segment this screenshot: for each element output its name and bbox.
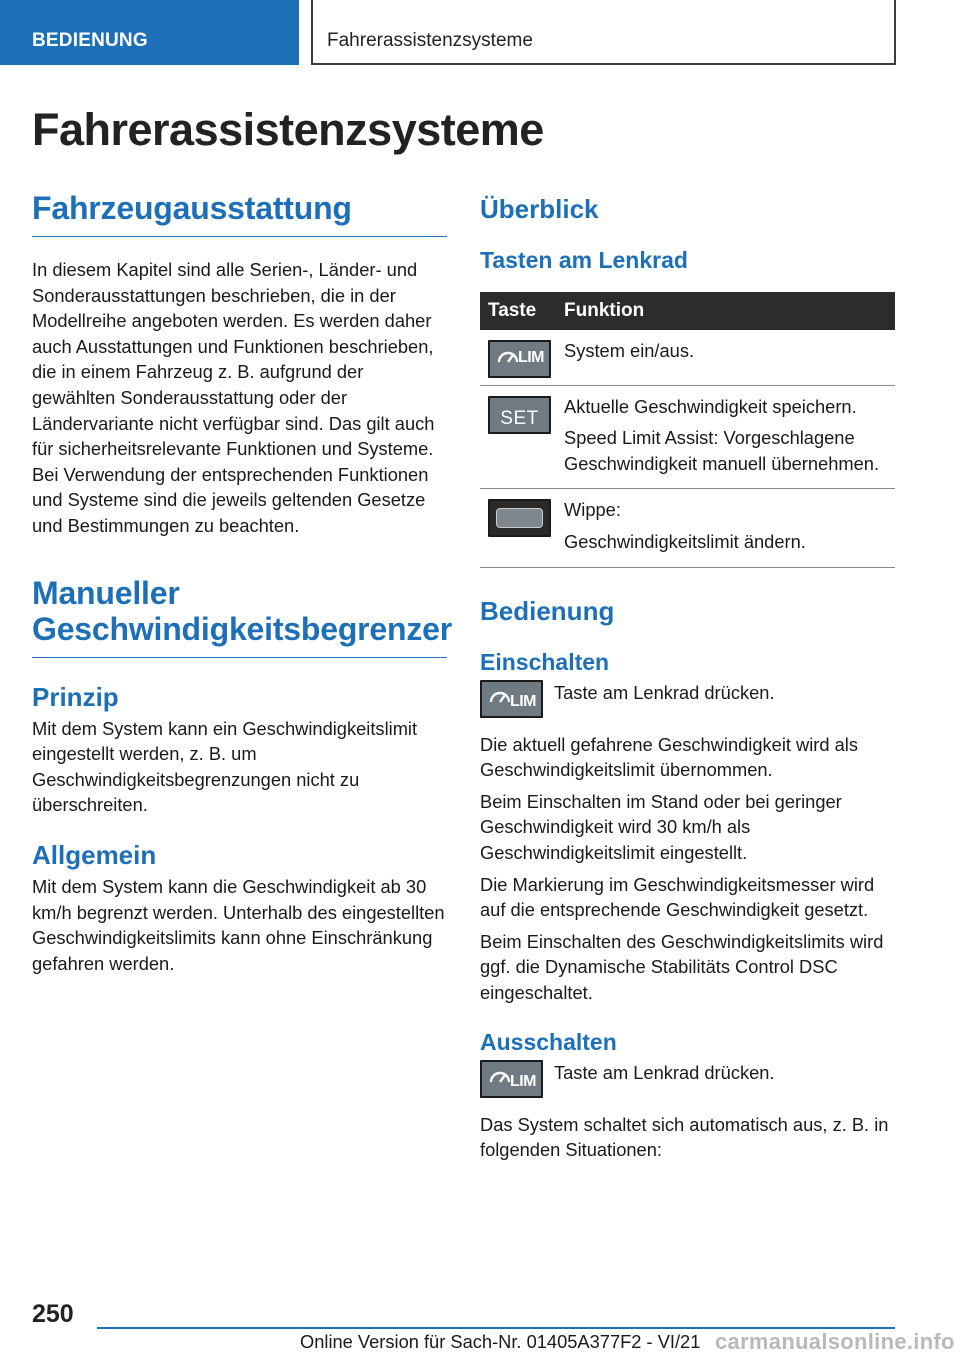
instruction-text: Taste am Lenkrad drücken. [554, 1061, 775, 1083]
table-cell-text: System ein/aus. [564, 340, 695, 361]
heading-allgemein: Allgemein [32, 839, 157, 870]
lim-label: LIM [509, 1072, 536, 1090]
body-text: Die Markierung im Geschwindigkeitsmesser wird auf die entsprechende Geschwindigkeit gesetzt. [480, 873, 875, 921]
chapter-label: Fahrerassistenzsysteme [327, 30, 533, 51]
table-header-function: Funktion [556, 292, 895, 330]
heading-einschalten: Einschalten [480, 648, 610, 675]
rocker-switch-icon [488, 499, 551, 537]
section-heading-fahrzeugausstattung: Fahrzeugausstattung [32, 190, 447, 237]
table-header-row [480, 292, 895, 330]
lim-button-icon [480, 1060, 543, 1098]
body-text-fahrzeugausstattung: In diesem Kapitel sind alle Serien-, Länder- und Sonderausstattungen beschrieben, die in der Modellreihe angeboten werden. Es werden daher auch Ausstattungen und Funktionen beschrieben, die in einem Fahrzeug z. B. aufgrund der gewählten Sonderausstattung oder der Ländervariante nicht verfügbar sind. Das gilt auch für sicherheitsrelevante Funktionen und Systeme. Bei Verwendung der entsprechenden Funktionen und Systeme sind die jeweils geltenden Gesetze und Bestimmungen zu beachten. [32, 259, 435, 536]
table-cell-text: Wippe: [564, 499, 621, 521]
einschalten-instruction [480, 680, 895, 718]
gauge-icon [488, 686, 512, 706]
body-text: Beim Einschalten des Geschwindigkeitslimits wird ggf. die Dynamische Stabilitäts Control DSC eingeschaltet. [480, 930, 884, 1003]
heading-ausschalten: Ausschalten [480, 1028, 617, 1055]
ausschalten-instruction [480, 1060, 895, 1098]
table-row [480, 489, 895, 567]
heading-tasten-am-lenkrad: Tasten am Lenkrad [480, 247, 688, 273]
table-cell-icon [480, 385, 556, 489]
body-text-allgemein: Mit dem System kann die Geschwindigkeit ab 30 km/h begrenzt werden. Unterhalb des eingestellten Geschwindigkeitslimits kann ohne Einschränkung gefahren werden. [32, 875, 445, 974]
section-heading-geschwindigkeitsbegrenzer: Manueller Geschwindigkeitsbegrenzer [32, 575, 447, 658]
table-row [480, 330, 895, 385]
table-header-key: Taste [480, 292, 556, 330]
table-cell-icon [480, 489, 556, 567]
table-cell-text: Geschwindigkeitslimit ändern. [564, 530, 806, 552]
table-row [480, 385, 895, 489]
body-text: Die aktuell gefahrene Geschwindigkeit wird als Geschwindigkeitslimit übernommen. [480, 733, 859, 781]
gauge-icon [496, 346, 520, 366]
lim-button-icon [480, 680, 543, 718]
steering-keys-table [480, 292, 895, 568]
watermark: carmanualsonline.info [715, 1329, 955, 1354]
table-cell-text: Aktuelle Geschwindigkeit speichern. [564, 395, 857, 417]
table-cell-icon [480, 330, 556, 385]
set-button-icon [488, 396, 551, 434]
heading-bedienung: Bedienung [480, 595, 615, 626]
heading-ueberblick: Überblick [480, 194, 599, 224]
page-number: 250 [32, 1300, 74, 1328]
right-column [480, 190, 895, 1163]
set-label: SET [500, 407, 539, 429]
left-column [32, 190, 453, 976]
chapter-tab [311, 0, 896, 65]
table-cell-function [556, 489, 895, 567]
lim-label: LIM [509, 692, 536, 710]
page-title: Fahrerassistenzsysteme [32, 104, 544, 155]
footer-text: Online Version für Sach-Nr. 01405A377F2 - VI/21 [300, 1331, 701, 1352]
lim-button-icon [488, 340, 551, 378]
heading-prinzip: Prinzip [32, 681, 119, 712]
body-text-prinzip: Mit dem System kann ein Geschwindigkeitslimit eingestellt werden, z. B. um Geschwindigkeitsbegrenzungen nicht zu überschreiten. [32, 717, 418, 816]
section-label: BEDIENUNG [32, 30, 148, 51]
section-tab [0, 0, 299, 65]
gauge-icon [488, 1066, 512, 1086]
lim-label: LIM [517, 349, 544, 367]
table-cell-function [556, 330, 895, 385]
instruction-text: Taste am Lenkrad drücken. [554, 681, 775, 703]
table-cell-function [556, 385, 895, 489]
body-text: Das System schaltet sich automatisch aus, z. B. in folgenden Situationen: [480, 1113, 889, 1161]
table-cell-text: Speed Limit Assist: Vorgeschlagene Geschwindigkeit manuell übernehmen. [564, 427, 880, 474]
body-text: Beim Einschalten im Stand oder bei geringer Geschwindigkeit wird 30 km/h als Geschwindigkeitslimit eingestellt. [480, 790, 842, 863]
